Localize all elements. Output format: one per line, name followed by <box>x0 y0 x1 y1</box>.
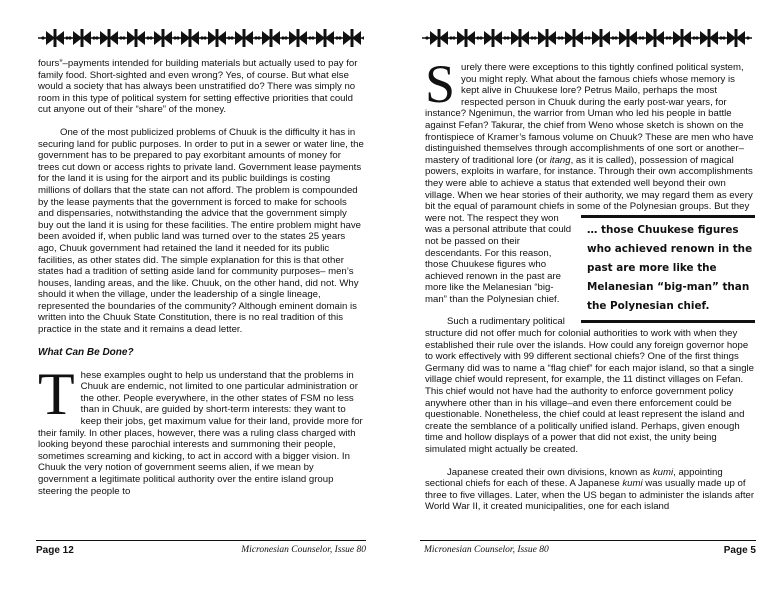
body-text: But they were not. The respect they won was a personal attribute that could not be passed on their descendants. For this reason, those Chuukese figures who achieved renown in the past are more like the Melanesian “big-man” than the Polynesian chief. <box>425 201 750 305</box>
body-text: was usually made up of three to five villages. Later, when the US began to administer the islands after World War II, it created municipalities, one for each island <box>425 478 755 513</box>
body-text: , appointing sectional chiefs for each of these. A Japanese <box>425 466 723 490</box>
body-paragraph <box>425 54 755 312</box>
pull-quote: … those Chuukese figures who achieved renown in the past are more like the Melanesian “big-man” than the Polynesian chief. <box>581 215 755 323</box>
publication-name: Micronesian Counselor, Issue 80 <box>241 545 366 555</box>
page-number: Page 12 <box>36 545 74 556</box>
page-footer <box>420 540 756 561</box>
body-paragraph: fours”–payments intended for building materials but actually used to pay for family food. Short-sighted and even wrong? Yes, of course. But what else would a society that has always been unstratified do? There was simply no room in this type of political system for setting effective priorities that could cut anyone out of their “share” of the money. <box>38 58 358 116</box>
drop-cap: S <box>425 54 456 114</box>
right-text-column <box>425 54 755 513</box>
right-page <box>388 0 776 600</box>
ornament-svg <box>422 26 752 50</box>
body-paragraph: One of the most publicized problems of Chuuk is the difficulty it has in securing land for public purposes. In order to put in a sewer or water line, the government has to be prepared to pay exorbitant amounts of money for trees cut down or access rights to private land. Government lease payments for the land it is using for the airport and its public buildings is costing millions of dollars that the state can not afford. The problem is compounded by the lease payments that the government is forced to make for schools and dispensaries, notwithstanding the advice that the government simply buy out the land it is using for these facilities. The entire problem might have been avoided if, when public land was turned over to the states 25 years ago, Chuuk government had retained the land it needed for its public facilities, as other states did. The simple explanation for this is that other states had a tradition of setting aside land for community purposes– men’s houses, landing areas, and the like. Chuuk, on the other hand, did not. Why should it when the village, under the leadership of a single lineage, represented the boundaries of the community? Although eminent domain is written into the Chuuk State Constitution, there is no real tradition of this practice in the state and it remains a dead letter. <box>38 126 364 336</box>
drop-cap: T <box>38 360 75 427</box>
body-text: urely there were exceptions to this tightly confined political system, you might reply. What about the famous chiefs whose memory is kept alive in Chuukese lore? Petrus Mailo, perhaps the most respected person in Chuuk during the early post-war years, for instance? Ngenimun, the warrior from Uman who led his people in battle against Fefan? Takurar, the chief from Weno whose sketch is shown on the frontispiece of Kramer’s famous volume on Chuuk? These are men who have distinguished themselves through accomplishments of one sort or another–mastery of traditional lore (or <box>425 62 754 166</box>
italic-term: kumi <box>652 466 674 478</box>
page-footer <box>36 540 366 561</box>
body-text: Japanese created their own divisions, known as <box>447 466 653 478</box>
top-ornament-border <box>38 26 364 50</box>
page-number: Page 5 <box>723 545 756 556</box>
section-heading: What Can Be Done? <box>38 346 134 358</box>
body-paragraph <box>38 360 364 498</box>
left-text-column <box>38 58 364 497</box>
italic-term: kumi <box>622 478 643 490</box>
ornament-svg <box>38 26 364 50</box>
body-text: hese examples ought to help us understand that the problems in Chuuk are endemic, not limited to one particular administration or the other. People everywhere, in the other states of FSM no less than in Chuuk, are guided by short-term interests: they want to keep their jobs, get maximum value for their land, provide more for their family. In other places, however, there was a ruling class charged with looking beyond these parochial interests and summoning their people, sometimes screaming and kicking, to act in accord with a bigger vision. In Chuuk the very notion of government seems alien, if we mean by government a legitimate political authority over the entire island group steering the people to <box>38 369 363 497</box>
body-paragraph: Such a rudimentary political structure did not offer much for colonial authorities to work with when they established their rule over the islands. How could any foreign governor hope to work effectively with 99 different sectional chiefs? One of the first things Germany did was to name a “flag chief” for each major island, so that a single village chief would represent, for example, the 11 distinct villages on Fefan. This chief would not have had the authority to enforce government policy anywhere other than in his village–and even there enforcement could be questionable. Nonetheless, the chief could at least represent the island and create the semblance of a politically unified island. Perhaps, given enough time and hollow displays of a power that did not exist, the unity being simulated might actually be created. <box>425 316 755 455</box>
top-ornament-border <box>422 26 752 50</box>
body-paragraph <box>425 467 755 513</box>
italic-term: itang <box>549 154 571 166</box>
publication-name: Micronesian Counselor, Issue 80 <box>424 545 549 555</box>
body-text: , as it is called), possession of magical powers, exploits in warfare, for instance. Through their own accomplishments they were able to achieve a status that extended well beyond their own village. When we hear stories of their authority, we may regard them as every bit the equal of paramount chiefs in some of the Polynesian groups. <box>425 154 753 213</box>
